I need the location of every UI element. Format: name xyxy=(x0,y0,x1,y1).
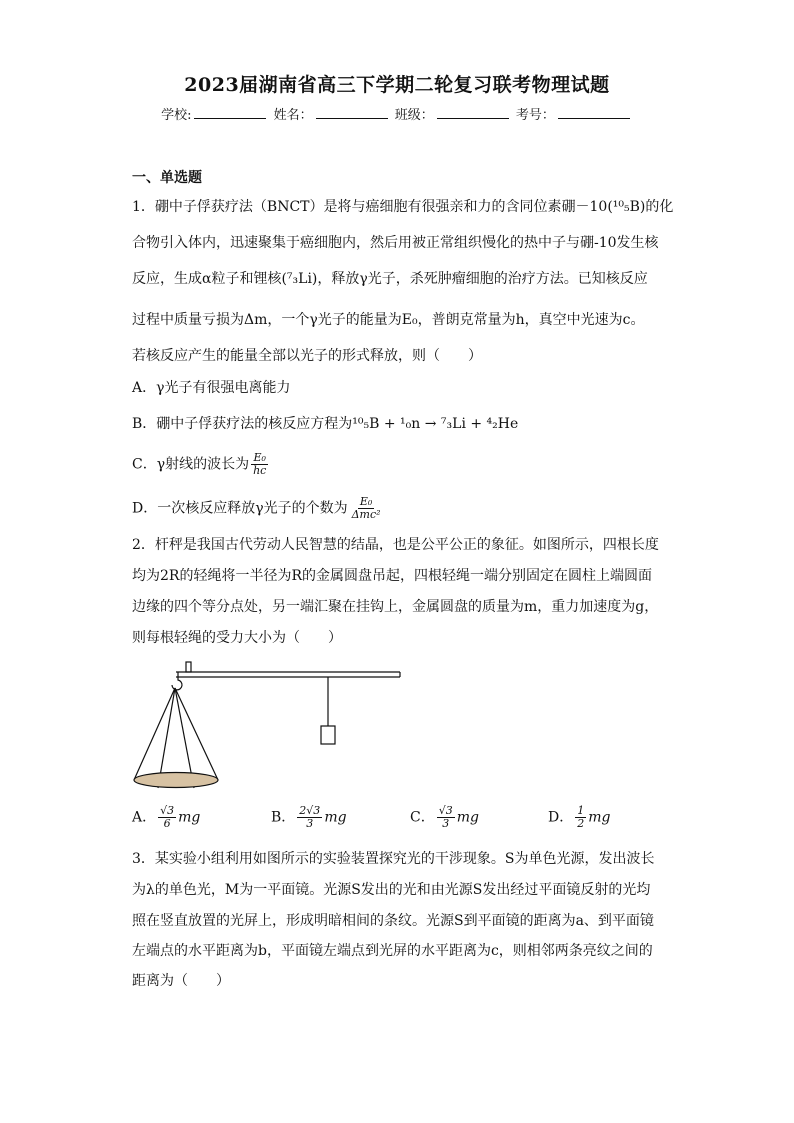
q1-line4: 过程中质量亏损为Δm，一个γ光子的能量为E₀，普朗克常量为h，真空中光速为c。 xyxy=(132,312,645,328)
q3-line4: 左端点的水平距离为b，平面镜左端点到光屏的水平距离为c，则相邻两条亮纹之间的 xyxy=(132,943,653,959)
q1-option-a[interactable]: A．γ光子有很强电离能力 xyxy=(132,380,291,396)
beam-tab xyxy=(186,662,191,672)
q2-option-d-fraction: $\frac{1}{2}$ xyxy=(577,804,585,830)
hook xyxy=(172,672,182,690)
q3-line5: 距离为（ ） xyxy=(132,973,230,989)
student-info-line xyxy=(0,104,794,123)
q1-option-b[interactable]: B．硼中子俘获疗法的核反应方程为¹⁰₅B + ¹₀n → ⁷₃Li + ⁴₂He xyxy=(132,416,519,432)
q1-option-c-fraction: $\frac{\text{E₀}}{hc}$ xyxy=(253,451,267,477)
q2-line4: 则每根轻绳的受力大小为（ ） xyxy=(132,630,342,646)
steelyard-diagram xyxy=(128,658,404,792)
q1-option-d[interactable]: D．一次核反应释放γ光子的个数为 $\frac{\text{E₀}}{\text{Δmc²}}$ xyxy=(132,495,381,521)
q1-reaction-equation: ¹⁰₅B + ¹₀n → ⁷₃Li + ⁴₂He xyxy=(352,416,519,432)
q1-line1: 1．硼中子俘获疗法（BNCT）是将与癌细胞有很强亲和力的含同位素硼－10(¹⁰₅B)的化 xyxy=(132,199,674,215)
q2-option-b-fraction: $\frac{2√3}{3}$ xyxy=(299,804,321,830)
exam-no-label: 考号： xyxy=(515,108,555,123)
metal-disk xyxy=(134,773,218,788)
rope-4 xyxy=(175,688,218,780)
q2-option-c[interactable]: C． $\frac{√3}{3}$ mg xyxy=(410,804,479,830)
name-blank[interactable] xyxy=(316,106,388,119)
exam-title: 2023届湖南省高三下学期二轮复习联考物理试题 xyxy=(184,74,610,96)
weight-block xyxy=(321,726,335,744)
q1-lithium-isotope: (⁷₃Li) xyxy=(281,271,318,287)
q1-option-c[interactable]: C．γ射线的波长为 $\frac{\text{E₀}}{hc}$ xyxy=(132,451,267,477)
q2-line3: 边缘的四个等分点处，另一端汇聚在挂钩上，金属圆盘的质量为m，重力加速度为g， xyxy=(132,599,659,615)
q1-line2: 合物引入体内，迅速聚集于癌细胞内，然后用被正常组织慢化的热中子与硼-10发生核 xyxy=(132,235,659,251)
class-label: 班级： xyxy=(394,108,434,123)
q3-line2: 为λ的单色光，M为一平面镜。光源S发出的光和由光源S发出经过平面镜反射的光均 xyxy=(132,882,651,898)
q2-line2: 均为2R的轻绳将一半径为R的金属圆盘吊起，四根轻绳一端分别固定在圆柱上端圆面 xyxy=(132,568,652,584)
q1-boron-isotope: (¹⁰₅B) xyxy=(607,199,646,215)
q1-option-d-fraction: $\frac{\text{E₀}}{\text{Δmc²}}$ xyxy=(351,495,381,521)
school-blank[interactable] xyxy=(194,106,266,119)
q2-option-d[interactable]: D． $\frac{1}{2}$ mg xyxy=(548,804,611,830)
q2-option-b[interactable]: B． $\frac{2√3}{3}$ mg xyxy=(271,804,347,830)
q3-line1: 3．某实验小组利用如图所示的实验装置探究光的干涉现象。S为单色光源，发出波长 xyxy=(132,851,655,867)
q1-line5: 若核反应产生的能量全部以光子的形式释放，则（ ） xyxy=(132,348,482,364)
school-label: 学校: xyxy=(161,108,192,123)
q1-line3: 反应，生成α粒子和锂核(⁷₃Li)，释放γ光子，杀死肿瘤细胞的治疗方法。已知核反应 xyxy=(132,271,648,287)
q2-option-a[interactable]: A． $\frac{√3}{6}$ mg xyxy=(132,804,201,830)
section-heading: 一、单选题 xyxy=(132,170,202,186)
name-label: 姓名： xyxy=(273,108,313,123)
q2-line1: 2．杆秤是我国古代劳动人民智慧的结晶，也是公平公正的象征。如图所示，四根长度 xyxy=(132,537,659,553)
rope-1 xyxy=(134,688,175,780)
class-blank[interactable] xyxy=(437,106,509,119)
exam-no-blank[interactable] xyxy=(558,106,630,119)
q2-option-c-fraction: $\frac{√3}{3}$ xyxy=(438,804,453,830)
q3-line3: 照在竖直放置的光屏上，形成明暗相间的条纹。光源S到平面镜的距离为a、到平面镜 xyxy=(132,913,654,929)
q2-option-a-fraction: $\frac{√3}{6}$ xyxy=(160,804,175,830)
